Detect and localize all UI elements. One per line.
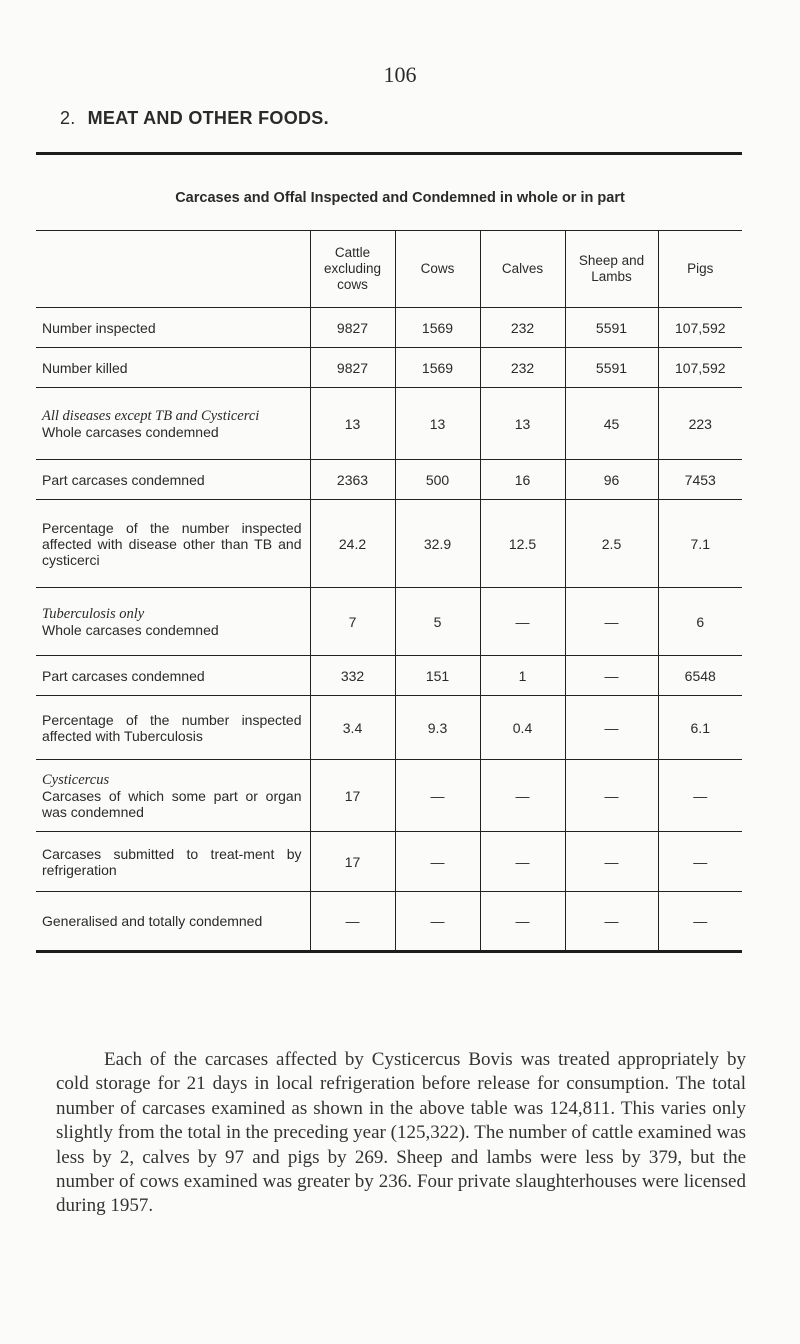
cell-pigs: 6548 xyxy=(658,656,742,696)
row-label: Number killed xyxy=(42,359,128,376)
cell-calves: 232 xyxy=(480,308,565,348)
table-row xyxy=(36,832,742,892)
table-row xyxy=(36,308,742,348)
col-header-cows: Cows xyxy=(395,231,480,308)
cell-calves: — xyxy=(480,892,565,952)
row-label-cell xyxy=(36,308,310,348)
cell-calves: 0.4 xyxy=(480,696,565,760)
cell-cattle: 7 xyxy=(310,588,395,656)
table-caption: Carcases and Offal Inspected and Condemned in whole or in part xyxy=(175,190,625,206)
page-number: 106 xyxy=(383,62,417,87)
cell-calves: 16 xyxy=(480,460,565,500)
cell-cattle: 2363 xyxy=(310,460,395,500)
row-label-cell xyxy=(36,500,310,588)
header-row xyxy=(36,231,742,308)
section-title xyxy=(60,108,329,129)
cell-pigs: 107,592 xyxy=(658,308,742,348)
cell-cattle: 24.2 xyxy=(310,500,395,588)
cell-cattle: 17 xyxy=(310,760,395,832)
cell-cattle: 332 xyxy=(310,656,395,696)
cell-cows: — xyxy=(395,892,480,952)
table-row xyxy=(36,588,742,656)
row-label-cell xyxy=(36,348,310,388)
cell-cattle: 9827 xyxy=(310,308,395,348)
cell-cows: 13 xyxy=(395,388,480,460)
row-label-cell xyxy=(36,760,310,832)
row-label: Part carcases condemned xyxy=(42,667,205,684)
cell-calves: — xyxy=(480,832,565,892)
cell-sheep: — xyxy=(565,832,658,892)
header-blank xyxy=(36,231,310,308)
inspection-table xyxy=(36,230,742,953)
cell-pigs: — xyxy=(658,892,742,952)
cell-cows: 1569 xyxy=(395,348,480,388)
row-label: Carcases submitted to treat-ment by refrigeration xyxy=(42,845,302,878)
cell-cows: 5 xyxy=(395,588,480,656)
row-label: Number inspected xyxy=(42,319,156,336)
top-rule xyxy=(36,152,742,155)
table-row xyxy=(36,656,742,696)
cell-cows: — xyxy=(395,832,480,892)
row-group-heading: Cysticercus xyxy=(42,771,110,788)
cell-pigs: 7.1 xyxy=(658,500,742,588)
cell-calves: 12.5 xyxy=(480,500,565,588)
cell-pigs: — xyxy=(658,832,742,892)
cell-cows: 9.3 xyxy=(395,696,480,760)
cell-calves: 1 xyxy=(480,656,565,696)
body-paragraph: Each of the carcases affected by Cysticercus Bovis was treated appropriately by cold storage for 21 days in local refrigeration before release for consumption. The total number of carcases examined as shown in the above table was 124,811. This varies only slightly from the total in the preceding year (125,322). The number of cattle examined was less by 2, calves by 97 and pigs by 269. Sheep and lambs were less by 379, but the number of cows examined was greater by 236. Four private slaughterhouses were licensed during 1957. xyxy=(56,1049,746,1217)
cell-sheep: — xyxy=(565,588,658,656)
section-number: 2. xyxy=(60,108,76,128)
row-label-cell xyxy=(36,696,310,760)
cell-sheep: 45 xyxy=(565,388,658,460)
cell-cows: 32.9 xyxy=(395,500,480,588)
cell-pigs: 223 xyxy=(658,388,742,460)
cell-sheep: — xyxy=(565,696,658,760)
col-header-sheep: Sheep and Lambs xyxy=(565,231,658,308)
table-row xyxy=(36,348,742,388)
row-label-cell xyxy=(36,588,310,656)
cell-sheep: 5591 xyxy=(565,308,658,348)
cell-sheep: 96 xyxy=(565,460,658,500)
cell-pigs: — xyxy=(658,760,742,832)
row-label: Generalised and totally condemned xyxy=(42,913,263,929)
row-label-cell xyxy=(36,832,310,892)
row-label: Whole carcases condemned xyxy=(42,423,219,440)
cell-pigs: 107,592 xyxy=(658,348,742,388)
table-body xyxy=(36,308,742,952)
cell-calves: 232 xyxy=(480,348,565,388)
cell-pigs: 7453 xyxy=(658,460,742,500)
cell-pigs: 6.1 xyxy=(658,696,742,760)
row-group-heading: Tuberculosis only xyxy=(42,605,145,622)
cell-sheep: — xyxy=(565,656,658,696)
table-row xyxy=(36,388,742,460)
row-label: Percentage of the number inspected affected with disease other than TB and cysticerci xyxy=(42,519,302,568)
row-label: Percentage of the number inspected affected with Tuberculosis xyxy=(42,711,302,744)
table-row xyxy=(36,760,742,832)
cell-sheep: 5591 xyxy=(565,348,658,388)
row-group-heading: All diseases except TB and Cysticerci xyxy=(42,407,260,424)
cell-sheep: — xyxy=(565,760,658,832)
cell-pigs: 6 xyxy=(658,588,742,656)
cell-sheep: 2.5 xyxy=(565,500,658,588)
cell-cattle: 9827 xyxy=(310,348,395,388)
cell-calves: — xyxy=(480,760,565,832)
cell-calves: 13 xyxy=(480,388,565,460)
row-label: Whole carcases condemned xyxy=(42,621,219,638)
cell-cows: 151 xyxy=(395,656,480,696)
table-row xyxy=(36,892,742,952)
cell-cattle: 13 xyxy=(310,388,395,460)
cell-cows: 1569 xyxy=(395,308,480,348)
cell-cattle: — xyxy=(310,892,395,952)
cell-cows: — xyxy=(395,760,480,832)
cell-cattle: 3.4 xyxy=(310,696,395,760)
row-label: Carcases of which some part or organ was condemned xyxy=(42,787,302,820)
row-label-cell xyxy=(36,892,310,952)
row-label-cell xyxy=(36,460,310,500)
table-row xyxy=(36,460,742,500)
row-label: Part carcases condemned xyxy=(42,471,205,488)
section-title-text: MEAT AND OTHER FOODS. xyxy=(87,108,329,128)
cell-cattle: 17 xyxy=(310,832,395,892)
cell-calves: — xyxy=(480,588,565,656)
col-header-pigs: Pigs xyxy=(658,231,742,308)
row-label-cell xyxy=(36,388,310,460)
col-header-calves: Calves xyxy=(480,231,565,308)
col-header-cattle: Cattle excluding cows xyxy=(310,231,395,308)
table-row xyxy=(36,696,742,760)
table-row xyxy=(36,500,742,588)
cell-cows: 500 xyxy=(395,460,480,500)
cell-sheep: — xyxy=(565,892,658,952)
row-label-cell xyxy=(36,656,310,696)
